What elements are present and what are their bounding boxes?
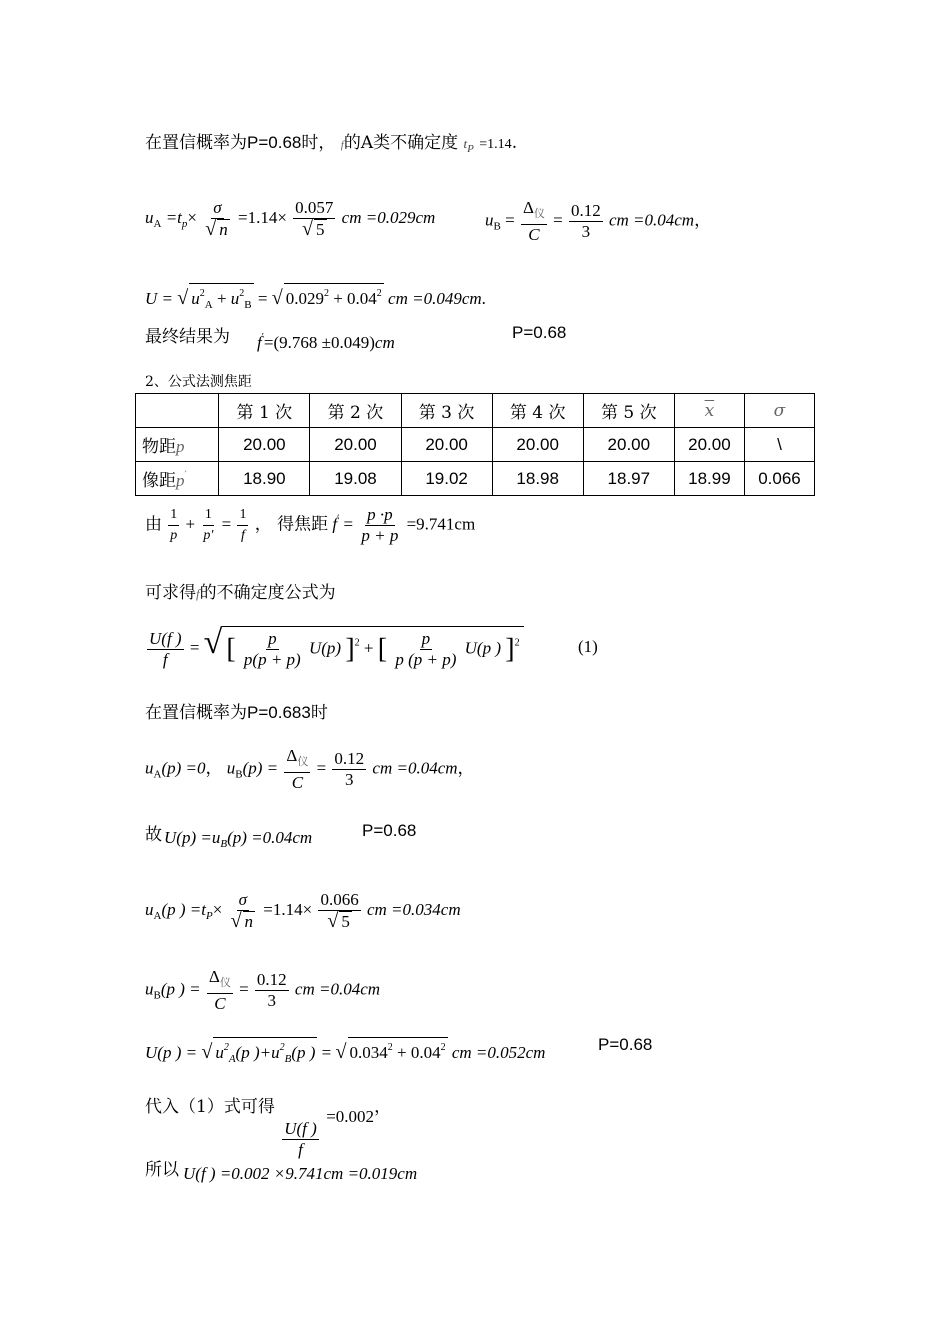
uncert-title — [145, 578, 336, 603]
result: =9.741cm — [406, 514, 476, 534]
t-symbol: t — [463, 136, 468, 151]
f: f — [332, 514, 338, 534]
text: =t — [165, 207, 182, 227]
text: ， — [374, 1097, 392, 1117]
table-cell: 19.08 — [310, 462, 401, 496]
num: p — [421, 628, 431, 648]
den: 5 — [341, 912, 350, 931]
fraction — [332, 749, 366, 790]
result: cm =0.052cm — [451, 1043, 546, 1062]
table-row — [136, 428, 815, 462]
text: = — [239, 979, 249, 999]
sub: A — [153, 909, 162, 922]
header-cell: 第 2 次 — [310, 394, 401, 428]
den: f — [298, 1140, 303, 1159]
u: u — [226, 758, 236, 778]
result: cm =0.029cm — [341, 207, 436, 227]
fraction — [393, 629, 458, 670]
p-value: P=0.68 — [512, 323, 567, 342]
equation-label: (1) — [578, 637, 598, 656]
fraction: $\frac{0.057}{√ 5}$ — [295, 198, 334, 240]
result: (p) =0.04cm — [227, 828, 313, 847]
text: U(p) =u — [164, 828, 221, 847]
text: 代入（1）式可得 — [145, 1097, 275, 1117]
u: u — [191, 289, 200, 308]
sub: 仪 — [219, 977, 231, 989]
sup: 2 — [323, 288, 329, 299]
lens-formula: 由 $\frac{1}{p}$ + $\frac{1}{p'}$ = $\frac{1}{f}$ ， 得焦距 f′ = $\frac{p \cdot p}{p + p}$ =9.741cm — [145, 505, 476, 545]
sub: B — [153, 989, 161, 1002]
num: 0.12 — [334, 749, 365, 768]
text: 在置信概率为 — [145, 703, 247, 723]
sup: 2 — [223, 1042, 229, 1053]
text: = — [505, 210, 515, 230]
table-cell: 20.00 — [310, 428, 401, 462]
sub: P — [205, 909, 213, 922]
table-cell: 18.98 — [492, 462, 583, 496]
equation-Up — [164, 828, 312, 850]
final-result — [145, 322, 230, 347]
text: = — [189, 638, 200, 657]
table-cell: \ — [744, 428, 814, 462]
text: (p ) — [291, 1043, 316, 1062]
v2: 0.04 — [410, 1043, 441, 1062]
text: (p) = — [242, 758, 279, 778]
fraction — [284, 746, 310, 793]
text: = — [257, 289, 268, 308]
fraction — [242, 629, 303, 670]
table-row — [136, 462, 815, 496]
sub: B — [493, 220, 501, 233]
text: + — [185, 514, 196, 534]
p-value: P=0.68 — [362, 821, 417, 840]
unit: cm — [374, 333, 395, 352]
den: C — [214, 994, 226, 1013]
row-label — [136, 428, 219, 462]
equation-Upp: U(p ) = √ $u^2_A(p$ )$+u^2_B(p$ ) = √ $0.034^2 + 0.04^2$ cm =0.052cm — [145, 1037, 545, 1069]
text: U(p) — [308, 638, 342, 657]
text: U(p ) = — [145, 1043, 198, 1062]
table-cell: 20.00 — [492, 428, 583, 462]
fraction: $\frac{\sigma}{√ n}$ — [230, 890, 254, 932]
result: cm =0.04cm — [294, 979, 381, 999]
text: (p ) = — [160, 979, 201, 999]
sub: B — [235, 768, 243, 781]
table-cell: 19.02 — [401, 462, 492, 496]
table-cell: 18.97 — [583, 462, 674, 496]
den: p(p + p) — [243, 649, 301, 669]
sup: 2 — [199, 288, 205, 299]
num: p ·p — [367, 505, 393, 524]
num: U(f ) — [149, 628, 182, 648]
num: 1 — [168, 505, 179, 526]
p-value: P=0.68 — [598, 1035, 653, 1054]
table-cell: 20.00 — [401, 428, 492, 462]
f: f — [196, 586, 200, 601]
text: 时 — [310, 703, 328, 723]
text: = — [321, 1043, 332, 1062]
u: u — [145, 899, 154, 919]
fraction — [168, 505, 179, 546]
header-cell: 第 4 次 — [492, 394, 583, 428]
v2: 0.04 — [347, 289, 377, 308]
symbol: p — [176, 471, 185, 490]
text: (p) =0 — [161, 758, 206, 778]
num: U(f ) — [284, 1119, 317, 1138]
row-label: 像距p′ — [136, 462, 219, 496]
text: (p ) =t — [161, 899, 206, 919]
t-value: =1.14 — [479, 137, 512, 152]
num: 1 — [203, 505, 214, 526]
u: u — [215, 1043, 224, 1062]
v1: 0.034 — [349, 1043, 388, 1062]
den: C — [528, 225, 540, 244]
text: ， — [457, 758, 475, 778]
num: 0.057 — [295, 198, 334, 217]
data-table — [135, 393, 815, 496]
text: = — [221, 514, 232, 534]
text: ， 得焦距 — [254, 514, 329, 535]
fraction — [201, 505, 215, 546]
sub: A — [204, 299, 213, 311]
table-cell: 20.00 — [674, 428, 744, 462]
header-cell — [136, 394, 219, 428]
text: 时， — [301, 133, 336, 153]
table-cell: 20.00 — [219, 428, 310, 462]
p-value: P=0.68 — [247, 133, 302, 152]
result: cm =0.04cm — [608, 210, 695, 230]
f: f — [257, 333, 262, 352]
equation-U: U = √ $u^2_A + u^2_B$ = √ $0.029^2 + 0.04^2$ cm =0.049cm. — [145, 283, 486, 315]
result: cm =0.034cm — [366, 899, 461, 919]
den: 3 — [581, 222, 591, 241]
text: U = — [145, 289, 173, 308]
fraction — [282, 1119, 319, 1160]
num: 0.12 — [256, 970, 287, 989]
label: 像距 — [142, 471, 176, 491]
fraction — [569, 201, 603, 242]
sub: A — [153, 217, 162, 230]
num: p — [268, 628, 277, 648]
fraction — [207, 967, 233, 1014]
text: = — [553, 210, 563, 230]
num: σ — [213, 198, 222, 217]
den: p (p + p) — [395, 649, 457, 669]
v1: 0.029 — [285, 289, 324, 308]
text: =1.14× — [263, 899, 313, 919]
text: (p ) — [235, 1043, 260, 1062]
u: u — [145, 758, 154, 778]
f-symbol: f — [340, 139, 344, 151]
den: p — [170, 528, 178, 543]
sub: A — [153, 768, 162, 781]
text: + — [259, 1043, 272, 1062]
final-expr: f′=(9.768 ±0.049)cm — [257, 332, 395, 352]
den: n — [219, 220, 228, 239]
equation-final: U(f ) =0.002 ×9.741cm =0.019cm — [183, 1164, 418, 1183]
equation-uap — [145, 746, 475, 793]
line-confidence-068 — [145, 128, 517, 155]
formula-1: $\frac{U(f )}{f}$ = √ [ $\frac{p}{p(p + p)}$ U(p) ]$^2$ + [ $\frac{p}{p (p + p)}$ U(p ) ]$^2$ — [145, 624, 524, 672]
text: . — [481, 289, 486, 308]
text: 由 — [145, 514, 162, 535]
table-cell: 0.066 — [744, 462, 814, 496]
symbol: p — [176, 437, 185, 456]
fraction — [147, 629, 184, 670]
p-value: P=0.683 — [247, 703, 311, 722]
text: =1.14× — [237, 207, 287, 227]
sub: B — [220, 838, 228, 850]
sub: 仪 — [297, 756, 309, 768]
fraction — [521, 198, 547, 245]
den: p' — [203, 528, 214, 543]
text: × — [187, 207, 197, 227]
table-header-row — [136, 394, 815, 428]
header-cell: 第 5 次 — [583, 394, 674, 428]
fraction: $\frac{\sigma}{√ n}$ — [205, 198, 228, 240]
line-confidence-0683 — [145, 698, 328, 723]
num: 1 — [237, 505, 248, 526]
sup: 2 — [239, 288, 245, 299]
den: n — [244, 912, 254, 931]
fraction: $\frac{0.066}{√ 5}$ — [320, 890, 359, 932]
table-cell: 18.90 — [219, 462, 310, 496]
text: 的A类不确定度 — [343, 133, 459, 153]
line-substitute — [145, 1092, 391, 1160]
sup: 2 — [440, 1042, 446, 1053]
delta: Δ — [286, 746, 298, 765]
text: + — [212, 289, 231, 308]
u: u — [230, 289, 240, 308]
equation-ubpp — [145, 967, 380, 1014]
u: u — [145, 979, 154, 999]
u-symbol: u — [485, 210, 494, 230]
table-cell: 20.00 — [583, 428, 674, 462]
sub: B — [284, 1053, 292, 1065]
equation-uapp — [145, 890, 461, 932]
text: 所以 — [145, 1160, 179, 1180]
expr: =(9.768 ±0.049) — [263, 333, 375, 352]
sup: 2 — [387, 1042, 393, 1053]
den: 3 — [345, 770, 354, 789]
text: 在置信概率为 — [145, 133, 247, 153]
header-cell: σ — [744, 394, 814, 428]
sub: A — [228, 1053, 236, 1065]
den: 3 — [267, 991, 277, 1010]
fraction — [237, 505, 248, 546]
u-symbol: u — [145, 207, 154, 227]
sup: 2 — [376, 288, 382, 299]
sub: B — [244, 299, 252, 311]
sup: 2 — [514, 637, 520, 648]
line-therefore — [145, 820, 162, 845]
result: cm =0.049cm — [388, 289, 482, 308]
text: U(p ) — [464, 638, 501, 657]
sup: 2 — [279, 1042, 285, 1053]
t-sub: P — [467, 143, 474, 155]
text: + — [328, 289, 348, 308]
den: p + p — [361, 526, 399, 545]
line-conclusion — [145, 1155, 179, 1180]
sub: 仪 — [533, 208, 545, 220]
delta: Δ — [208, 967, 220, 986]
num: σ — [238, 890, 247, 909]
header-cell: $\overline{x}$ — [674, 394, 744, 428]
result: cm =0.04cm — [372, 758, 458, 778]
sub: p — [181, 217, 188, 230]
text: + — [363, 638, 374, 657]
den: 5 — [316, 220, 325, 239]
sup: 2 — [354, 637, 360, 648]
text: 最终结果为 — [145, 327, 230, 347]
den: f — [162, 649, 168, 669]
text: 的不确定度公式为 — [199, 583, 336, 603]
den: C — [291, 773, 304, 792]
fraction — [359, 505, 400, 546]
den: f — [240, 528, 245, 543]
equation-ua — [145, 198, 435, 240]
num: 0.12 — [570, 201, 601, 220]
text: . — [511, 133, 518, 153]
u: u — [271, 1043, 280, 1062]
table-cell: 18.99 — [674, 462, 744, 496]
text: = — [316, 758, 327, 778]
num: 0.066 — [320, 890, 359, 909]
result: =0.002 — [326, 1107, 375, 1126]
fraction — [255, 970, 289, 1011]
equation-ub: $u_B$ = $\frac{\Delta_仪}{C}$ = $\frac{0.12}{3}$ cm =0.04cm， — [485, 198, 712, 244]
delta: Δ — [522, 198, 534, 217]
header-cell: 第 1 次 — [219, 394, 310, 428]
text: ， — [205, 758, 223, 778]
text: 故 — [145, 825, 162, 845]
text: 可求得 — [145, 583, 196, 603]
header-cell: 第 3 次 — [401, 394, 492, 428]
section-title: 2、公式法测焦距 — [145, 374, 252, 390]
text: × — [212, 899, 223, 919]
label: 物距 — [142, 437, 176, 457]
